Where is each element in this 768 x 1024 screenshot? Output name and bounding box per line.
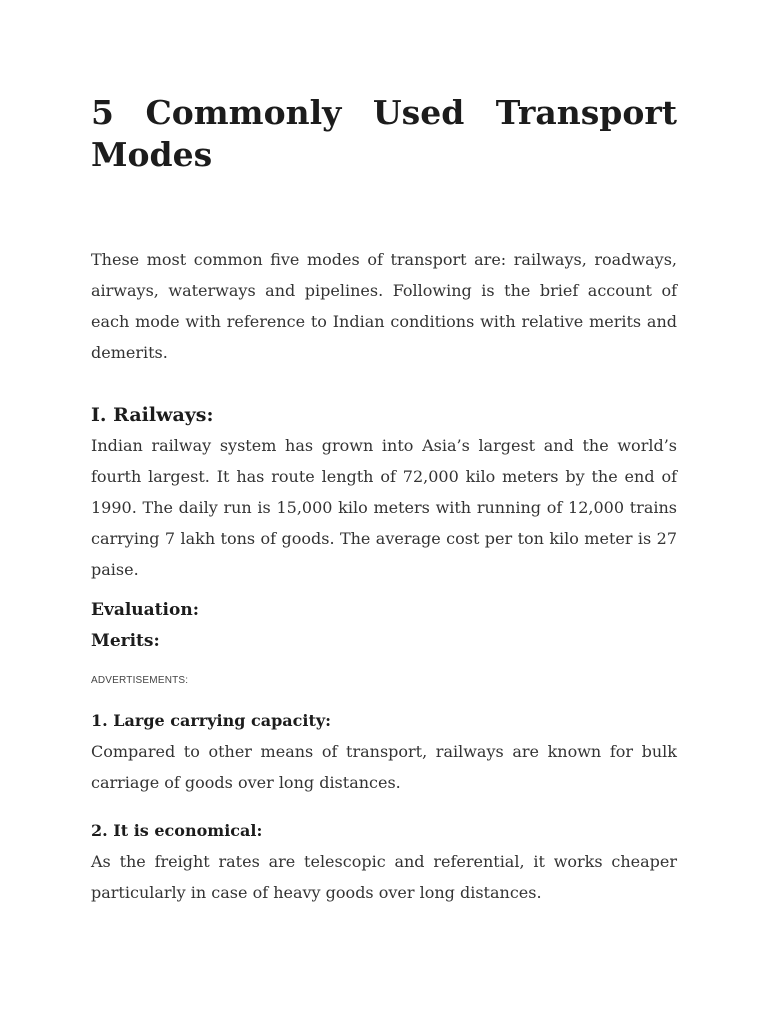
railways-heading: I. Railways: [91, 404, 214, 426]
article-title: 5 Commonly Used Transport Modes [91, 93, 677, 174]
merit-1-text: Compared to other means of transport, railways are known for bulk carriage of goods over long distances. [91, 742, 677, 792]
merit-2-heading: 2. It is economical: [91, 821, 263, 840]
merits-heading: Merits: [91, 631, 160, 651]
intro-paragraph: These most common five modes of transport are: railways, roadways, airways, waterways and pipelines. Following is the brief account of each mode with reference to Indian conditions with relative merits and demerits. [91, 250, 677, 362]
advertisements-label: ADVERTISEMENTS: [91, 675, 189, 686]
merit-2-text: As the freight rates are telescopic and referential, it works cheaper particularly in case of heavy goods over long distances. [91, 852, 677, 902]
railways-paragraph: Indian railway system has grown into Asia’s largest and the world’s fourth largest. It has route length of 72,000 kilo meters by the end of 1990. The daily run is 15,000 kilo meters with running of 12,000 trains carrying 7 lakh tons of goods. The average cost per ton kilo meter is 27 paise. [91, 436, 677, 579]
merit-1-heading: 1. Large carrying capacity: [91, 711, 332, 730]
evaluation-heading: Evaluation: [91, 600, 199, 620]
